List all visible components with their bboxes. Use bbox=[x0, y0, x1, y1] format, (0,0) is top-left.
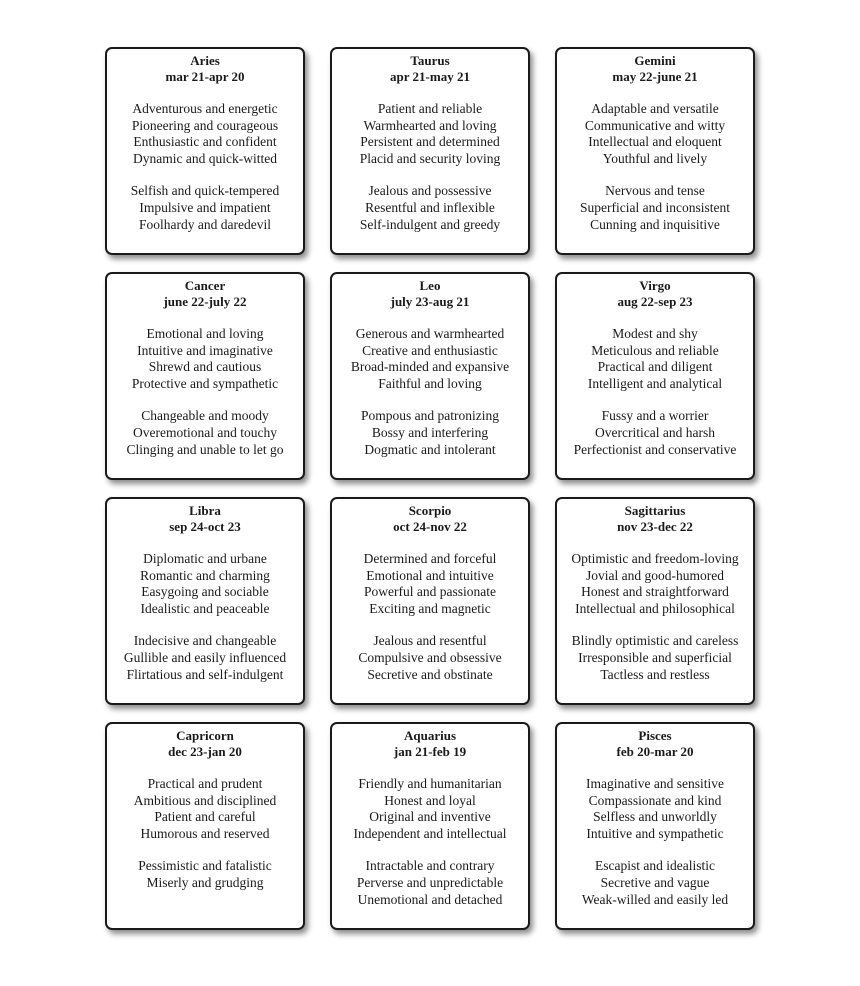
trait: Warmhearted and loving bbox=[363, 117, 497, 133]
trait: Humorous and reserved bbox=[140, 825, 270, 841]
zodiac-card-leo bbox=[330, 272, 530, 480]
trait: Adaptable and versatile bbox=[591, 101, 719, 116]
positive-traits bbox=[557, 551, 753, 617]
trait: Intuitive and sympathetic bbox=[586, 825, 724, 841]
trait: Changeable and moody bbox=[141, 408, 269, 424]
positive-traits bbox=[332, 551, 528, 617]
trait: Romantic and charming bbox=[140, 567, 270, 583]
trait: Honest and straightforward bbox=[581, 584, 729, 600]
trait: Intellectual and philosophical bbox=[575, 600, 735, 616]
trait: Jealous and possessive bbox=[368, 183, 492, 199]
trait: Pioneering and courageous bbox=[131, 117, 279, 133]
sign-dates: mar 21-apr 20 bbox=[165, 69, 245, 84]
trait: Overcritical and harsh bbox=[595, 424, 715, 440]
trait: Exciting and magnetic bbox=[369, 600, 491, 616]
sign-dates: sep 24-oct 23 bbox=[169, 519, 241, 534]
sign-dates: aug 22-sep 23 bbox=[617, 294, 693, 309]
sign-name: Sagittarius bbox=[624, 503, 686, 518]
sign-dates: nov 23-dec 22 bbox=[617, 519, 693, 534]
trait: Pessimistic and fatalistic bbox=[138, 858, 272, 874]
trait: Imaginative and sensitive bbox=[586, 776, 724, 791]
trait: Jovial and good-humored bbox=[586, 567, 724, 583]
zodiac-card-aquarius bbox=[330, 722, 530, 930]
zodiac-card-scorpio bbox=[330, 497, 530, 705]
trait: Gullible and easily influenced bbox=[123, 649, 287, 665]
trait: Flirtatious and self-indulgent bbox=[126, 666, 284, 682]
sign-name: Scorpio bbox=[408, 503, 452, 518]
negative-traits bbox=[332, 408, 528, 458]
trait: Practical and diligent bbox=[597, 359, 713, 375]
sign-name: Virgo bbox=[639, 278, 671, 293]
trait: Practical and prudent bbox=[147, 776, 263, 791]
trait: Communicative and witty bbox=[584, 117, 726, 133]
trait: Superficial and inconsistent bbox=[580, 199, 730, 215]
trait: Secretive and obstinate bbox=[367, 666, 493, 682]
trait: Intractable and contrary bbox=[365, 858, 495, 874]
sign-name: Pisces bbox=[638, 728, 672, 743]
sign-dates: june 22-july 22 bbox=[163, 294, 247, 309]
trait: Unemotional and detached bbox=[357, 891, 503, 907]
trait: Cunning and inquisitive bbox=[590, 216, 720, 232]
sign-name: Leo bbox=[419, 278, 441, 293]
trait: Persistent and determined bbox=[360, 134, 500, 150]
trait: Modest and shy bbox=[612, 326, 698, 341]
trait: Irresponsible and superficial bbox=[578, 649, 732, 665]
sign-name: Taurus bbox=[410, 53, 450, 68]
trait: Perverse and unpredictable bbox=[356, 874, 504, 890]
trait: Idealistic and peaceable bbox=[140, 600, 270, 616]
trait: Optimistic and freedom-loving bbox=[571, 551, 739, 566]
trait: Self-indulgent and greedy bbox=[359, 216, 501, 232]
positive-traits bbox=[107, 776, 303, 842]
sign-dates: july 23-aug 21 bbox=[390, 294, 470, 309]
trait: Intelligent and analytical bbox=[587, 375, 723, 391]
trait: Foolhardy and daredevil bbox=[139, 216, 271, 232]
sign-dates: feb 20-mar 20 bbox=[616, 744, 694, 759]
sign-dates: oct 24-nov 22 bbox=[393, 519, 467, 534]
trait: Easygoing and sociable bbox=[141, 584, 269, 600]
trait: Intuitive and imaginative bbox=[137, 342, 273, 358]
trait: Jealous and resentful bbox=[373, 633, 487, 649]
sign-dates: apr 21-may 21 bbox=[390, 69, 470, 84]
negative-traits bbox=[107, 858, 303, 891]
sign-name: Aries bbox=[190, 53, 220, 68]
negative-traits bbox=[557, 408, 753, 458]
negative-traits bbox=[107, 633, 303, 683]
trait: Escapist and idealistic bbox=[595, 858, 715, 874]
zodiac-card-virgo bbox=[555, 272, 755, 480]
trait: Broad-minded and expansive bbox=[350, 359, 510, 375]
negative-traits bbox=[557, 858, 753, 908]
trait: Ambitious and disciplined bbox=[133, 792, 277, 808]
zodiac-card-capricorn bbox=[105, 722, 305, 930]
negative-traits bbox=[332, 633, 528, 683]
zodiac-card-taurus bbox=[330, 47, 530, 255]
negative-traits bbox=[332, 183, 528, 233]
trait: Indecisive and changeable bbox=[133, 633, 277, 649]
positive-traits bbox=[332, 326, 528, 392]
trait: Intellectual and eloquent bbox=[588, 134, 722, 150]
zodiac-card-cancer bbox=[105, 272, 305, 480]
trait: Friendly and humanitarian bbox=[358, 776, 502, 791]
zodiac-card-pisces bbox=[555, 722, 755, 930]
trait: Independent and intellectual bbox=[353, 825, 507, 841]
trait: Dynamic and quick-witted bbox=[133, 150, 277, 166]
negative-traits bbox=[557, 633, 753, 683]
positive-traits bbox=[107, 101, 303, 167]
trait: Adventurous and energetic bbox=[132, 101, 278, 116]
sign-name: Cancer bbox=[184, 278, 226, 293]
positive-traits bbox=[107, 326, 303, 392]
trait: Diplomatic and urbane bbox=[143, 551, 267, 566]
positive-traits bbox=[332, 101, 528, 167]
trait: Resentful and inflexible bbox=[365, 199, 495, 215]
zodiac-card-grid bbox=[105, 47, 755, 930]
trait: Compassionate and kind bbox=[588, 792, 722, 808]
trait: Clinging and unable to let go bbox=[126, 441, 284, 457]
trait: Placid and security loving bbox=[359, 150, 501, 166]
trait: Generous and warmhearted bbox=[355, 326, 505, 341]
trait: Faithful and loving bbox=[378, 375, 482, 391]
trait: Overemotional and touchy bbox=[133, 424, 277, 440]
sign-dates: dec 23-jan 20 bbox=[168, 744, 242, 759]
positive-traits bbox=[332, 776, 528, 842]
trait: Honest and loyal bbox=[384, 792, 476, 808]
trait: Compulsive and obsessive bbox=[358, 649, 502, 665]
trait: Miserly and grudging bbox=[146, 874, 264, 890]
trait: Meticulous and reliable bbox=[591, 342, 719, 358]
sign-dates: may 22-june 21 bbox=[612, 69, 698, 84]
zodiac-card-sagittarius bbox=[555, 497, 755, 705]
zodiac-card-gemini bbox=[555, 47, 755, 255]
trait: Fussy and a worrier bbox=[601, 408, 709, 424]
sign-dates: jan 21-feb 19 bbox=[393, 744, 467, 759]
negative-traits bbox=[332, 858, 528, 908]
trait: Original and inventive bbox=[369, 809, 491, 825]
positive-traits bbox=[557, 101, 753, 167]
positive-traits bbox=[557, 776, 753, 842]
sign-name: Libra bbox=[189, 503, 221, 518]
trait: Protective and sympathetic bbox=[131, 375, 279, 391]
trait: Youthful and lively bbox=[602, 150, 708, 166]
trait: Enthusiastic and confident bbox=[133, 134, 277, 150]
trait: Patient and reliable bbox=[377, 101, 483, 116]
zodiac-card-aries bbox=[105, 47, 305, 255]
zodiac-card-libra bbox=[105, 497, 305, 705]
trait: Emotional and loving bbox=[146, 326, 264, 341]
negative-traits bbox=[107, 183, 303, 233]
trait: Selfish and quick-tempered bbox=[130, 183, 280, 199]
negative-traits bbox=[557, 183, 753, 233]
trait: Dogmatic and intolerant bbox=[364, 441, 496, 457]
trait: Patient and careful bbox=[154, 809, 256, 825]
trait: Creative and enthusiastic bbox=[362, 342, 498, 358]
trait: Secretive and vague bbox=[600, 874, 710, 890]
trait: Impulsive and impatient bbox=[139, 199, 271, 215]
negative-traits bbox=[107, 408, 303, 458]
positive-traits bbox=[107, 551, 303, 617]
trait: Bossy and interfering bbox=[371, 424, 489, 440]
trait: Selfless and unworldly bbox=[593, 809, 717, 825]
trait: Emotional and intuitive bbox=[366, 567, 494, 583]
sign-name: Capricorn bbox=[176, 728, 234, 743]
trait: Nervous and tense bbox=[605, 183, 705, 199]
trait: Shrewd and cautious bbox=[148, 359, 262, 375]
trait: Blindly optimistic and careless bbox=[571, 633, 739, 649]
trait: Perfectionist and conservative bbox=[573, 441, 737, 457]
trait: Weak-willed and easily led bbox=[581, 891, 729, 907]
trait: Pompous and patronizing bbox=[361, 408, 499, 424]
trait: Powerful and passionate bbox=[364, 584, 496, 600]
positive-traits bbox=[557, 326, 753, 392]
sign-name: Aquarius bbox=[403, 728, 457, 743]
trait: Determined and forceful bbox=[363, 551, 497, 566]
trait: Tactless and restless bbox=[600, 666, 710, 682]
sign-name: Gemini bbox=[634, 53, 676, 68]
